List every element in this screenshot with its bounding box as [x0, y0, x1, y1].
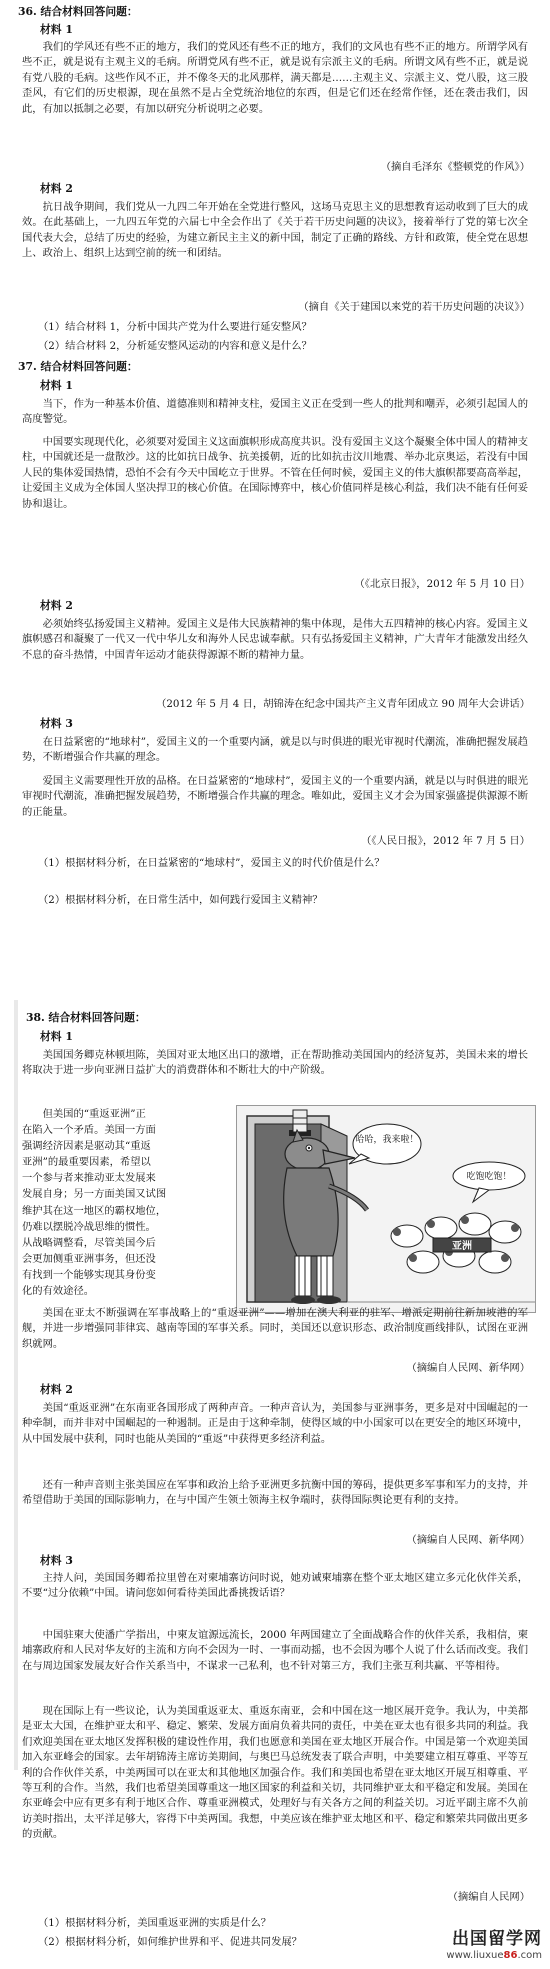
q38-m1b-line: 但美国的“重返亚洲”正: [42, 1108, 146, 1120]
q38-margin-shade: [14, 1000, 18, 1770]
q37-material-3-source: （《人民日报》，2012 年 7 月 5 日）: [361, 835, 530, 847]
q38-m1b-line: 强调经济因素是驱动其“重返: [22, 1140, 151, 1153]
question-37-title: 37. 结合材料回答问题：: [18, 360, 138, 373]
watermark-site-name: 出国留学网: [452, 1929, 542, 1950]
q36-material-1-source: （摘自毛泽东《整顿党的作风》）: [380, 161, 530, 173]
q38-m1b-line: 在陷入一个矛盾。美国一方面: [22, 1124, 156, 1137]
q38-material-2-text-a: 美国“重返亚洲”在东南亚各国形成了两种声音。一种声音认为，美国参与亚洲事务，更多是对中国崛起的一种牵制，而并非对中国崛起的一种遏制。正是由于这种牵制，使得区域的中小国家可以在更安全的地区环境中，从中国发展中获利，同时也能从美国的“重返”中获得更多经济利益。: [22, 1402, 528, 1445]
cartoon-bubble-right: 吃饱吃饱！: [466, 1172, 512, 1182]
q36-material-1-label: 材料 1: [40, 23, 73, 36]
q38-material-3-label: 材料 3: [40, 1554, 73, 1567]
cartoon-illustration: [236, 1105, 536, 1313]
q37-material-2-source: （2012 年 5 月 4 日，胡锦涛在纪念中国共产主义青年团成立 90 周年大会讲话）: [156, 698, 530, 710]
q36-material-1-text: 我们的学风还有些不正的地方，我们的党风还有些不正的地方，我们的文风也有些不正的地方。所谓学风有些不正，就是说有主观主义的毛病。所谓党风有些不正，就是说有宗派主义的毛病。所谓文风有些不正，就是说有党八股的毛病。这些作风不正，并不像冬天的北风那样，满天都是……主观主义、宗派主义、党八股，这三股歪风，有它们的历史根源，现在虽然不是占全党统治地位的东西，但是它们还在经常作怪，还在袭击我们，因此，有加以抵制之必要，有加以研究分析说明之必要。: [22, 41, 528, 115]
question-36-title: 36. 结合材料回答问题：: [18, 5, 138, 18]
q36-material-2-label: 材料 2: [40, 182, 73, 195]
q37-material-1-label: 材料 1: [40, 379, 73, 392]
watermark-url-pre: www.liuxue: [446, 1949, 504, 1961]
watermark-url: [446, 1948, 542, 1963]
q38-m1b-line: 仍难以摆脱冷战思维的惯性。: [22, 1220, 156, 1233]
q38-m1b-line: 有找到一个能够实现其身份变: [22, 1268, 156, 1281]
q38-m1b-line: 发展自身；另一方面美国又试图: [22, 1188, 167, 1201]
watermark-url-post: .com: [517, 1949, 542, 1961]
q38-material-1-source: （摘编自人民网、新华网）: [406, 1362, 530, 1374]
q38-m1b-line: 化的有效途径。: [22, 1285, 95, 1298]
q38-material-1-text-b: [22, 1106, 232, 1299]
q36-material-2-source: （摘自《关于建国以来党的若干历史问题的决议》）: [298, 301, 530, 313]
question-38-title: 38. 结合材料回答问题：: [26, 1011, 146, 1024]
q38-material-3-text-c: 现在国际上有一些议论，认为美国重返亚太、重返东南亚，会和中国在这一地区展开竞争。我认为，中美都是亚太大国，在维护亚太和平、稳定、繁荣、发展方面肩负着共同的责任，中美在亚太也有很多共同的利益。我们欢迎美国在亚太地区发挥积极的建设性作用，我们也愿意和美国在亚太地区开展合作。中国是第一个欢迎美国加入东亚峰会的国家。去年胡锦涛主席访美期间，与奥巴马总统发表了联合声明，中美要建立相互尊重、平等互利的合作伙伴关系，中美两国可以在亚太和其他地区加强合作。我们和美国也希望在亚太地区开展互相尊重、平等互利的合作。当然，我们也希望美国尊重这一地区国家的利益和关切，共同维护亚太和平稳定和发展。美国在东亚峰会中应有更多有利于地区合作、尊重亚洲模式，处理好与有关各方之间的利益关切。习近平副主席不久前访美时指出，太平洋足够大，容得下中美两国。我想，中美应该在维护亚太地区和平、稳定和繁荣共同做出更多的贡献。: [22, 1705, 528, 1841]
q38-material-1-text-a: 美国国务卿克林顿坦陈，美国对亚太地区出口的激增，正在帮助推动美国国内的经济复苏，美国未来的增长将取决于进一步向亚洲日益扩大的消费群体和不断壮大的中产阶级。: [22, 1049, 528, 1077]
q38-material-3-source: （摘编自人民网）: [447, 1891, 530, 1903]
q37-question-2: （2）根据材料分析，在日常生活中，如何践行爱国主义精神？: [38, 894, 323, 906]
cartoon-drawing: [237, 1106, 535, 1312]
q38-material-1-text-c: 美国在亚太不断强调在军事战略上的“重返亚洲”——增加在澳大利亚的驻军、增派定期前往新加坡港的军舰，并进一步增强同菲律宾、越南等国的军事关系。同时，美国还以意识形态、政治制度画线排队，试图在亚洲织就网。: [22, 1307, 528, 1350]
q37-material-3-text-b: 爱国主义需要理性开放的品格。在日益紧密的“地球村”，爱国主义的一个重要内涵，就是以与时俱进的眼光审视时代潮流，准确把握发展趋势，不断增强合作共赢的理念。唯如此，爱国主义才会为国家强盛提供源源不断的正能量。: [22, 775, 528, 818]
q37-material-1-text-a: 当下，作为一种基本价值、道德准则和精神支柱，爱国主义正在受到一些人的批判和嘲弄，必须引起国人的高度警觉。: [22, 398, 528, 426]
q38-question-1: （1）根据材料分析，美国重返亚洲的实质是什么？: [38, 1917, 272, 1929]
q38-m1b-line: 亚洲”的最重要因素，希望以: [22, 1156, 151, 1169]
cartoon-bubble-left: 哈哈，我来啦！: [355, 1135, 419, 1145]
q38-m1b-line: 从战略调整看，尽管美国今后: [22, 1236, 156, 1249]
q38-material-2-label: 材料 2: [40, 1383, 73, 1396]
q37-material-3-text-a: 在日益紧密的“地球村”，爱国主义的一个重要内涵，就是以与时俱进的眼光审视时代潮流，准确把握发展趋势，不断增强合作共赢的理念。: [22, 736, 528, 764]
q37-material-2-label: 材料 2: [40, 599, 73, 612]
q38-m1b-line: 会更加侧重亚洲事务，但还没: [22, 1252, 156, 1265]
q38-m1b-line: 一个参与者来推动亚太发展来: [22, 1172, 156, 1185]
q38-question-2: （2）根据材料分析，如何维护世界和平、促进共同发展？: [38, 1936, 302, 1948]
site-watermark: [446, 1929, 542, 1963]
q38-material-1-label: 材料 1: [40, 1030, 73, 1043]
q38-material-2-source: （摘编自人民网、新华网）: [406, 1534, 530, 1546]
q38-material-3-text-b: 中国驻柬大使潘广学指出，中柬友谊源远流长，2000 年两国建立了全面战略合作的伙伴关系，我相信，柬埔寨政府和人民对华友好的主流和方向不会因为一时、一事而动摇，也不会因为哪个人说了什么话而改变。我们在与周边国家发展友好合作关系当中，不谋求一己私利，也不针对第三方，我们主张互利共赢、平等相待。: [22, 1629, 528, 1672]
q38-m1b-line: 维护其在这一地区的霸权地位，: [22, 1204, 167, 1217]
q36-material-2-text: 抗日战争期间，我们党从一九四二年开始在全党进行整风，这场马克思主义的思想教育运动收到了巨大的成效。在此基础上，一九四五年党的六届七中全会作出了《关于若干历史问题的决议》，接着举行了党的第七次全国代表大会，总结了历史的经验，为建立新民主主义的新中国，制定了正确的路线、方针和政策，使全党在思想上、政治上、组织上达到空前的统一和团结。: [22, 201, 528, 260]
q38-material-2-text-b: 还有一种声音则主张美国应在军事和政治上给予亚洲更多抗衡中国的筹码，提供更多军事和军力的支持，并希望借助于美国的国际影响力，在与中国产生领土领海主权争端时，获得国际舆论更有利的支持。: [22, 1479, 528, 1507]
watermark-url-num: 86: [503, 1949, 518, 1961]
q37-material-1-source: （《北京日报》，2012 年 5 月 10 日）: [354, 578, 530, 590]
q37-material-1-text-b: 中国要实现现代化，必须要对爱国主义这面旗帜形成高度共识。没有爱国主义这个凝聚全体中国人的精神支柱，中国就还是一盘散沙。这的比如抗日战争、抗美援朝，近的比如抗击汶川地震、举办北京奥运，若没有中国人民的集体爱国热情，恐怕不会有今天中国屹立于世界。不管在任何时候，爱国主义的伟大旗帜都要高高举起，让爱国主义成为全体国人坚决捍卫的核心价值。在国际博弈中，核心价值同样是核心利益，我们决不能有任何妥协和退让。: [22, 436, 528, 510]
q36-question-2: （2）结合材料 2，分析延安整风运动的内容和意义是什么？: [38, 340, 312, 352]
q36-question-1: （1）结合材料 1，分析中国共产党为什么要进行延安整风？: [38, 321, 312, 333]
cartoon-asia-sign: 亚洲: [452, 1241, 472, 1252]
q37-question-1: （1）根据材料分析，在日益紧密的“地球村”，爱国主义的时代价值是什么？: [38, 857, 385, 869]
q38-material-3-text-a: 主持人问，美国国务卿希拉里曾在对柬埔寨访问时说，她劝诫柬埔寨在整个亚太地区建立多元化伙伴关系，不要“过分依赖”中国。请问您如何看待美国此番挑拨话语？: [22, 1572, 528, 1600]
q37-material-3-label: 材料 3: [40, 717, 73, 730]
q37-material-2-text: 必须始终弘扬爱国主义精神。爱国主义是伟大民族精神的集中体现，是伟大五四精神的核心内容。爱国主义旗帜感召和凝聚了一代又一代中华儿女和海外人民忠诚奉献。只有弘扬爱国主义精神，广大青年才能激发出经久不息的奋斗热情，中国青年运动才能获得源源不断的精神力量。: [22, 618, 528, 661]
